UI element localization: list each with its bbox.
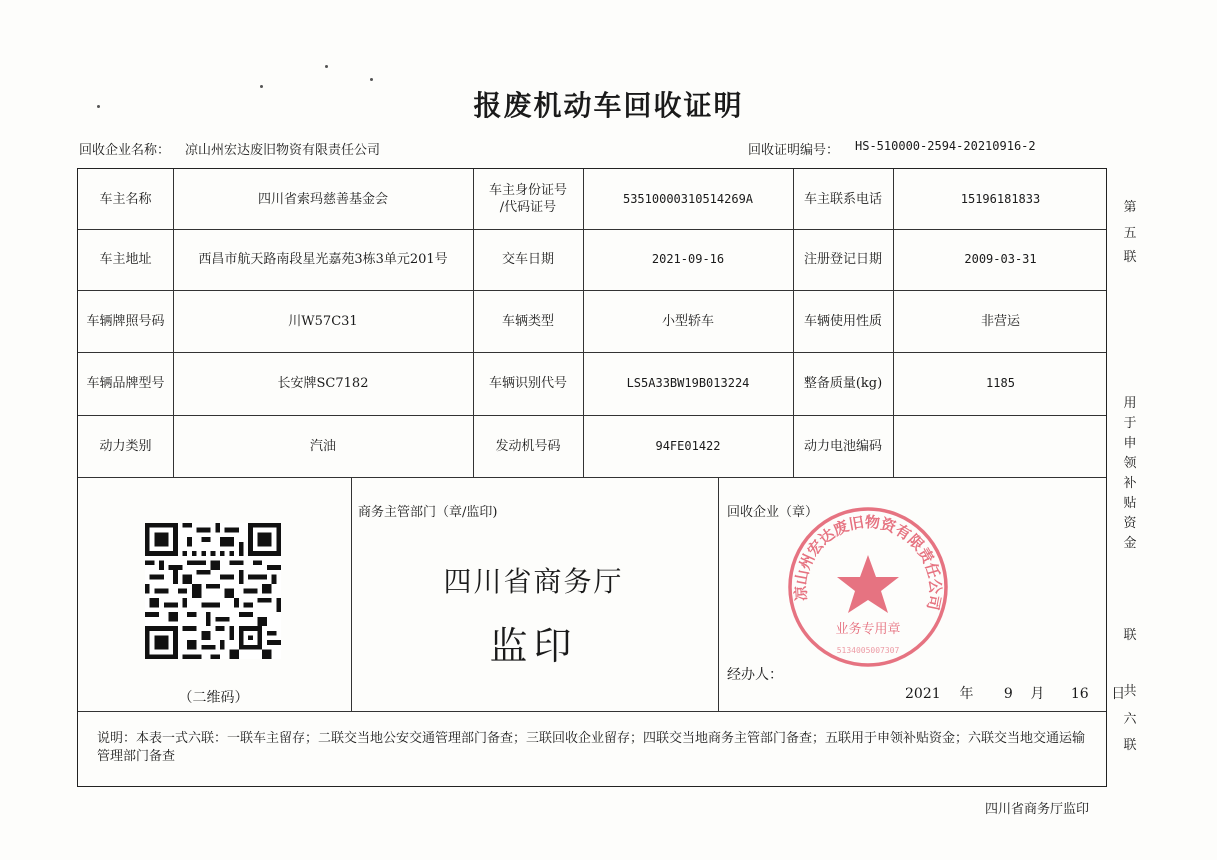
side-char: 第 bbox=[1123, 200, 1137, 215]
owner-phone: 15196181833 bbox=[960, 191, 1041, 206]
commerce-dept-name: 四川省商务厅 bbox=[443, 565, 624, 598]
engine-no: 94FE01422 bbox=[655, 438, 721, 453]
engine-no-label: 发动机号码 bbox=[495, 438, 561, 454]
usage-label: 车辆使用性质 bbox=[803, 313, 882, 329]
owner-id-label-line1: 车主身份证号 bbox=[488, 183, 567, 198]
plate-number: 川W57C31 bbox=[288, 313, 358, 329]
side-char: 金 bbox=[1123, 536, 1137, 551]
row-divider bbox=[78, 711, 1106, 712]
side-char: 六 bbox=[1123, 712, 1137, 727]
cert-no-value: HS-510000-2594-20210916-2 bbox=[855, 139, 1036, 153]
handler-label: 经办人： bbox=[727, 667, 783, 683]
brand-label: 车辆品牌型号 bbox=[86, 376, 165, 391]
side-copy-number bbox=[1122, 198, 1138, 268]
owner-name-label: 车主名称 bbox=[99, 191, 152, 207]
company-seal-stamp bbox=[786, 505, 950, 669]
owner-phone-label: 车主联系电话 bbox=[803, 191, 882, 207]
row-divider bbox=[78, 477, 1106, 478]
side-total-copies bbox=[1122, 682, 1138, 756]
date-year-unit: 年 bbox=[959, 686, 974, 702]
battery-code bbox=[893, 415, 1108, 477]
side-purpose bbox=[1122, 394, 1138, 554]
col-divider bbox=[718, 477, 719, 711]
date-day: 16 bbox=[1070, 686, 1089, 702]
side-lian: 联 bbox=[1123, 628, 1137, 643]
owner-address: 西昌市航天路南段星光嘉苑3栋3单元201号 bbox=[198, 252, 448, 267]
sign-date bbox=[905, 683, 1125, 703]
power-type-label: 动力类别 bbox=[99, 438, 152, 454]
registration-date-label: 注册登记日期 bbox=[803, 252, 882, 267]
owner-id-label bbox=[473, 169, 583, 229]
handover-date: 2021-09-16 bbox=[651, 252, 725, 266]
usage-value: 非营运 bbox=[980, 313, 1020, 329]
side-char: 申 bbox=[1123, 436, 1137, 451]
side-char: 联 bbox=[1123, 250, 1137, 265]
vehicle-type: 小型轿车 bbox=[661, 313, 714, 329]
recycler-label: 回收企业（章） bbox=[727, 505, 819, 520]
plate-label: 车辆牌照号码 bbox=[86, 313, 165, 329]
vin-label: 车辆识别代号 bbox=[488, 376, 567, 391]
company-name: 凉山州宏达废旧物资有限责任公司 bbox=[185, 143, 381, 158]
side-char: 共 bbox=[1123, 684, 1137, 699]
owner-name: 四川省索玛慈善基金会 bbox=[257, 191, 388, 207]
side-char: 五 bbox=[1123, 226, 1137, 241]
company-label: 回收企业名称： bbox=[79, 143, 171, 158]
seal-ring-text-path: 凉山州宏达废旧物资有限责任公司 bbox=[791, 513, 945, 612]
document-title: 报废机动车回收证明 bbox=[473, 89, 744, 122]
side-char: 联 bbox=[1123, 738, 1137, 753]
seal-number: 5134005007307 bbox=[836, 646, 900, 655]
side-char: 补 bbox=[1123, 476, 1137, 491]
handover-date-label: 交车日期 bbox=[501, 252, 554, 267]
curb-mass: 1185 bbox=[986, 376, 1015, 390]
commerce-dept-label: 商务主管部门（章/监印) bbox=[358, 505, 498, 520]
battery-code-label: 动力电池编码 bbox=[803, 438, 882, 454]
cert-no-label: 回收证明编号： bbox=[748, 143, 840, 158]
date-month-unit: 月 bbox=[1030, 686, 1045, 702]
scan-speck bbox=[370, 78, 373, 81]
footer-seal-note: 四川省商务厅监印 bbox=[985, 802, 1090, 817]
vin: LS5A33BW19B013224 bbox=[626, 376, 750, 390]
vehicle-type-label: 车辆类型 bbox=[501, 313, 554, 329]
qr-code-icon bbox=[145, 523, 281, 659]
owner-address-label: 车主地址 bbox=[99, 252, 152, 267]
qr-caption: （二维码） bbox=[178, 690, 249, 706]
date-year: 2021 bbox=[905, 686, 941, 702]
side-char: 用 bbox=[1123, 396, 1137, 411]
side-char: 领 bbox=[1123, 456, 1137, 471]
registration-date: 2009-03-31 bbox=[964, 252, 1037, 266]
curb-mass-label: 整备质量(kg) bbox=[803, 376, 883, 391]
side-char: 于 bbox=[1123, 416, 1137, 431]
power-type: 汽油 bbox=[309, 438, 336, 454]
side-char: 资 bbox=[1123, 516, 1137, 531]
explanation-note: 说明：本表一式六联：一联车主留存；二联交当地公安交通管理部门备查；三联回收企业留存；四联交当地商务主管部门备查；五联用于申领补贴资金；六联交当地交通运输管理部门备查 bbox=[97, 731, 1086, 764]
brand-model: 长安牌SC7182 bbox=[277, 376, 369, 391]
side-char: 贴 bbox=[1123, 496, 1137, 511]
seal-star-icon bbox=[837, 555, 899, 613]
date-day-unit: 日 bbox=[1111, 686, 1126, 702]
seal-center-text: 业务专用章 bbox=[835, 622, 901, 637]
owner-id: 53510000310514269A bbox=[622, 191, 754, 206]
date-month: 9 bbox=[1003, 686, 1013, 702]
owner-id-label-line2: /代码证号 bbox=[499, 200, 557, 215]
commerce-seal-text: 监印 bbox=[489, 624, 578, 668]
scan-speck bbox=[325, 65, 328, 68]
